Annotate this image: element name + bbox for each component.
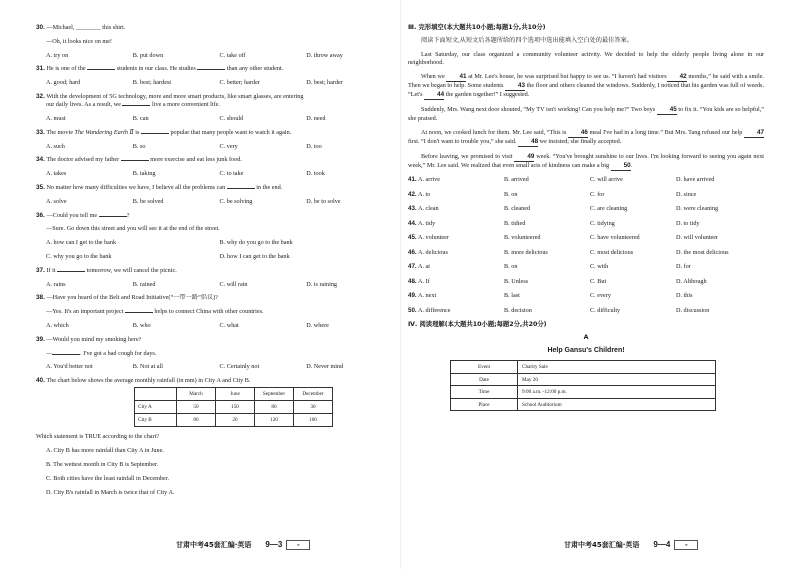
question-37: 37. If it tomorrow, we will cancel the picnic. — [36, 266, 177, 274]
question-35-options: A. solve B. be solved C. be solving D. be to solve — [46, 197, 341, 205]
cloze-paragraph-5: Before leaving, we promised to visit 49 week. “You've brought sunshine to our lives. I'm looking forward to seeing you again next week,” Mr. Lee said. We realized that even small acts of kindness can make a big 50. — [408, 153, 764, 171]
question-39-options: A. You'd better not B. Not at all C. Certainly not D. Never mind — [46, 363, 344, 371]
question-38-line2: —Yes. It's an important project helps to connect China with other countries. — [46, 308, 264, 316]
question-40-prompt: Which statement is TRUE according to the chart? — [36, 433, 160, 441]
question-32-options: A. must B. can C. should D. need — [46, 114, 326, 122]
footer-title: 甘肃中考45套汇编·英语 — [176, 541, 252, 549]
question-40-option-a: A. City B has more rainfall than City A in June. — [46, 447, 164, 455]
cloze-paragraph-3: Suddenly, Mrs. Wang next door shouted, “My TV isn't working! Can you help me?” Two boys 45 to fix it. “You kids are so helpful,” she praised. — [408, 105, 764, 122]
question-38: 38. —Have you heard of the Belt and Road Initiative(“一带一路”倡议)? — [36, 294, 218, 302]
question-32: 32. With the development of 5G technology, more and more smart products, like smart glasses, are entering — [36, 92, 304, 100]
rainfall-table: March June September December City A 50 150 80 30 City B 80 20 120 100 — [134, 387, 333, 427]
left-page — [36, 24, 393, 502]
question-31-options: A. good; hard B. best; hardest C. better; harder D. best; harder — [46, 79, 343, 87]
question-30: 30. —Michael, ________ this shirt. — [36, 24, 126, 31]
question-34-options: A. takes B. taking C. to take D. took — [46, 170, 325, 178]
question-40-option-b: B. The wettest month in City B is September. — [46, 460, 159, 468]
question-40-option-d: D. City B's rainfall in March is twice that of City A. — [46, 488, 175, 496]
section-reading-title: Ⅳ. 阅读理解(本大题共10小题;每题2分,共20分) — [408, 321, 547, 329]
question-39: 39. —Would you mind my smoking here? — [36, 335, 142, 343]
table-row: City B 80 20 120 100 — [135, 414, 333, 427]
event-info-table — [450, 360, 716, 411]
passage-heading: Help Gansu's Children! — [547, 347, 625, 355]
list-item: 43. A. clean B. cleaned C. are cleaning D. were cleaning — [408, 205, 719, 213]
table-row: Place School Auditorium — [451, 398, 716, 411]
list-item: 47. A. at B. on C. with D. for — [408, 263, 691, 271]
list-item: 41. A. arrive B. arrived C. will arrive D. have arrived — [408, 176, 715, 184]
question-40: 40. The chart below shows the average monthly rainfall (in mm) in City A and City B. — [36, 377, 251, 385]
question-37-options: A. rains B. rained C. will rain D. is raining — [46, 280, 338, 288]
section-cloze-title: Ⅲ. 完形填空(本大题共10小题;每题1分,共10分) — [408, 24, 546, 31]
list-item: 42. A. to B. on C. for D. since — [408, 190, 697, 198]
list-item: 46. A. delicious B. more delicious C. most delicious D. the most delicious — [408, 248, 729, 256]
page-number: 9—3 — [265, 540, 283, 549]
question-33-options: A. such B. so C. very D. too — [46, 142, 322, 150]
question-34: 34. The doctor advised my father more exercise and eat less junk food. — [36, 156, 242, 164]
list-item: 48. A. If B. Unless C. But D. Although — [408, 277, 707, 285]
question-30-line2: —Oh, it looks nice on me! — [46, 37, 112, 45]
cloze-choices — [408, 176, 764, 315]
list-item: 50. A. difference B. decision C. difficulty D. discussion — [408, 306, 710, 314]
list-item: 45. A. volunteer B. volunteered C. have volunteered D. will volunteer — [408, 234, 719, 242]
page-number: 9—4 — [653, 540, 671, 549]
question-32-line2: our daily lives. As a result, we live a more convenient life. — [46, 101, 220, 109]
question-40-option-c: C. Both cities have the least rainfall in December. — [46, 474, 170, 482]
question-36-options: A. how can I get to the bank B. why do you go to the bank C. why you go to the bank D. how I can get to the bank — [46, 239, 293, 260]
list-item: 44. A. tidy B. tidied C. tidying D. to tidy — [408, 219, 700, 227]
right-page — [408, 24, 764, 411]
list-item: 49. A. next B. last C. every D. this — [408, 292, 693, 300]
footer-title: 甘肃中考45套汇编·英语 — [564, 541, 640, 549]
question-38-options: A. which B. who C. what D. where — [46, 321, 329, 329]
left-footer — [176, 540, 310, 550]
question-30-options: A. try on B. put down C. take off D. throw away — [46, 51, 343, 59]
cloze-paragraph-4: At noon, we cooked lunch for them. Mr. Lee said, “This is 46 meal I've had in a long time.” But Mrs. Tang refused our help 47 first. “I don't want to trouble you,” she said. 48 we insisted; she finally accepted. — [408, 129, 764, 147]
question-31: 31. He is one of the students in our class. He studies than any other student. — [36, 65, 284, 73]
table-row: Date May 20 — [451, 373, 716, 386]
passage-label: A — [583, 334, 589, 342]
cloze-paragraph-1: Last Saturday, our class organized a community volunteer activity. We decided to help the elderly people living alone in our neighborhood. — [408, 50, 764, 66]
publisher-logo-icon: ≡ — [674, 540, 698, 550]
question-39-line2: — . I've got a bad cough for days. — [46, 349, 157, 357]
question-36: 36. —Could you tell me ? — [36, 211, 130, 219]
question-35: 35. No matter how many difficulties we have, I believe all the problems can in the end. — [36, 183, 283, 191]
question-36-line2: —Sure. Go down this street and you will see it at the end of the street. — [46, 225, 220, 233]
cloze-paragraph-2: When we 41 at Mr. Lee's house, he was surprised but happy to see us. “I haven't had visitors 42 months,” he said with a smile. Then we began to help. Some students 43 the floor and others cleaned the windows. Suddenly, I noticed that his garden was full of weeds. “Let's 44 the garden together!” I suggested. — [408, 73, 764, 101]
publisher-logo-icon: ≡ — [286, 540, 310, 550]
table-row: Event Charity Sale — [451, 361, 716, 374]
table-row: Time 9:00 a.m. -12:00 p.m. — [451, 386, 716, 399]
page-fold — [400, 0, 401, 569]
right-footer — [564, 540, 698, 550]
question-33: 33. The movie The Wandering Earth Ⅱ is popular that many people want to watch it again. — [36, 128, 292, 136]
cloze-instructions: 阅读下面短文,从短文后各题所给的四个选项中选出能填入空白处的最佳答案。 — [421, 37, 633, 44]
table-row: City A 50 150 80 30 — [135, 401, 333, 414]
